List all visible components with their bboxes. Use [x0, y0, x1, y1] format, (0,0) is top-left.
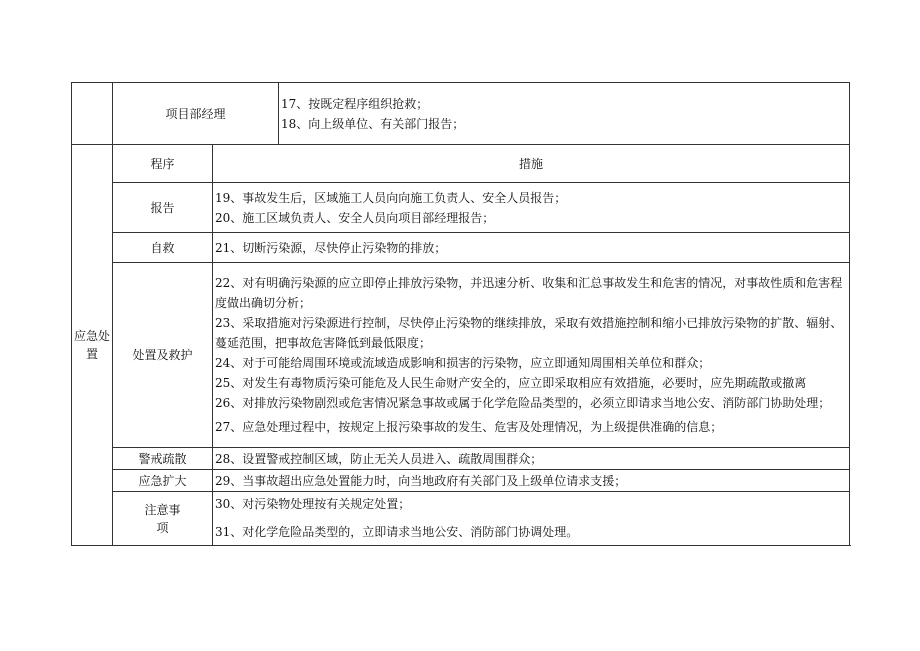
cordon-label: 警戒疏散	[138, 451, 187, 466]
measure-item-27: 27、应急处理过程中，按规定上报污染事故的发生、危害及处理情况，为上级提供准确的信息；	[215, 420, 723, 434]
notes-measures-cell	[213, 492, 850, 546]
notes-label-2: 项	[156, 520, 169, 535]
blank-cell	[72, 83, 113, 145]
measure-item-29: 29、当事故超出应急处置能力时，向当地政府有关部门及上级单位请求支援；	[215, 473, 627, 488]
notes-row	[72, 492, 850, 546]
expand-measures-cell	[213, 470, 850, 492]
emergency-section-label-2: 置	[85, 347, 98, 361]
manager-row	[72, 83, 850, 145]
report-label: 报告	[150, 200, 175, 215]
self-rescue-label: 自救	[150, 240, 175, 255]
measure-item-20: 20、施工区域负责人、安全人员向项目部经理报告；	[215, 210, 495, 225]
expand-label-cell	[113, 470, 213, 492]
notes-label-cell	[113, 492, 213, 546]
report-row	[72, 183, 850, 233]
measure-item-25: 25、对发生有毒物质污染可能危及人民生命财产安全的，应立即采取相应有效措施，必要时，应先期疏散或撤离	[215, 376, 807, 390]
measure-item-21: 21、切断污染源，尽快停止污染物的排放；	[215, 240, 447, 255]
expand-row	[72, 470, 850, 492]
notes-label-1: 注意事	[144, 502, 181, 517]
cordon-row	[72, 448, 850, 470]
manager-role-label: 项目部经理	[165, 106, 226, 121]
disposal-measures-cell	[213, 263, 850, 448]
disposal-label: 处置及救护	[132, 348, 193, 362]
report-measures-cell	[213, 183, 850, 233]
cordon-label-cell	[113, 448, 213, 470]
emergency-procedure-table	[71, 82, 850, 546]
measures-header: 措施	[519, 156, 544, 171]
procedure-header: 程序	[150, 156, 175, 171]
measure-item-30: 30、对污染物处理按有关规定处置；	[215, 497, 411, 511]
expand-label: 应急扩大	[138, 473, 187, 488]
disposal-label-cell	[113, 263, 213, 448]
measure-item-18: 18、向上级单位、有关部门报告；	[281, 116, 465, 131]
disposal-row	[72, 263, 850, 448]
measure-item-23: 23、采取措施对污染源进行控制，尽快停止污染物的继续排放，采取有效措施控制和缩小已排放污染物的扩散、辐射、蔓延范围，把事故危害降低到最低限度；	[215, 316, 843, 350]
measure-item-19: 19、事故发生后，区域施工人员向向施工负责人、安全人员报告；	[215, 190, 567, 205]
emergency-section-cell	[72, 145, 113, 546]
manager-measures-cell	[279, 83, 850, 145]
measure-item-24: 24、对于可能给周围环境或流域造成影响和损害的污染物，应立即通知周围相关单位和群众；	[215, 356, 711, 370]
self-rescue-row	[72, 233, 850, 263]
measure-item-22: 22、对有明确污染源的应立即停止排放污染物，并迅速分析、收集和汇总事故发生和危害的情况，对事故性质和危害程度做出确切分析；	[215, 276, 843, 310]
measure-item-28: 28、设置警戒控制区域，防止无关人员进入、疏散周围群众；	[215, 451, 543, 466]
measure-item-31: 31、对化学危险品类型的，立即请求当地公安、消防部门协调处理。	[215, 525, 579, 539]
self-rescue-label-cell	[113, 233, 213, 263]
cordon-measures-cell	[213, 448, 850, 470]
report-label-cell	[113, 183, 213, 233]
emergency-section-label-1: 应急处	[74, 329, 111, 343]
procedure-header-cell	[113, 145, 213, 183]
self-rescue-measures-cell	[213, 233, 850, 263]
measure-item-26: 26、对排放污染物剧烈或危害情况紧急事故或属于化学危险品类型的，必须立即请求当地公安、消防部门协助处理；	[215, 396, 831, 410]
measure-item-17: 17、按既定程序组织抢救；	[281, 96, 429, 111]
header-row	[72, 145, 850, 183]
measures-header-cell	[213, 145, 850, 183]
manager-role-cell	[113, 83, 279, 145]
